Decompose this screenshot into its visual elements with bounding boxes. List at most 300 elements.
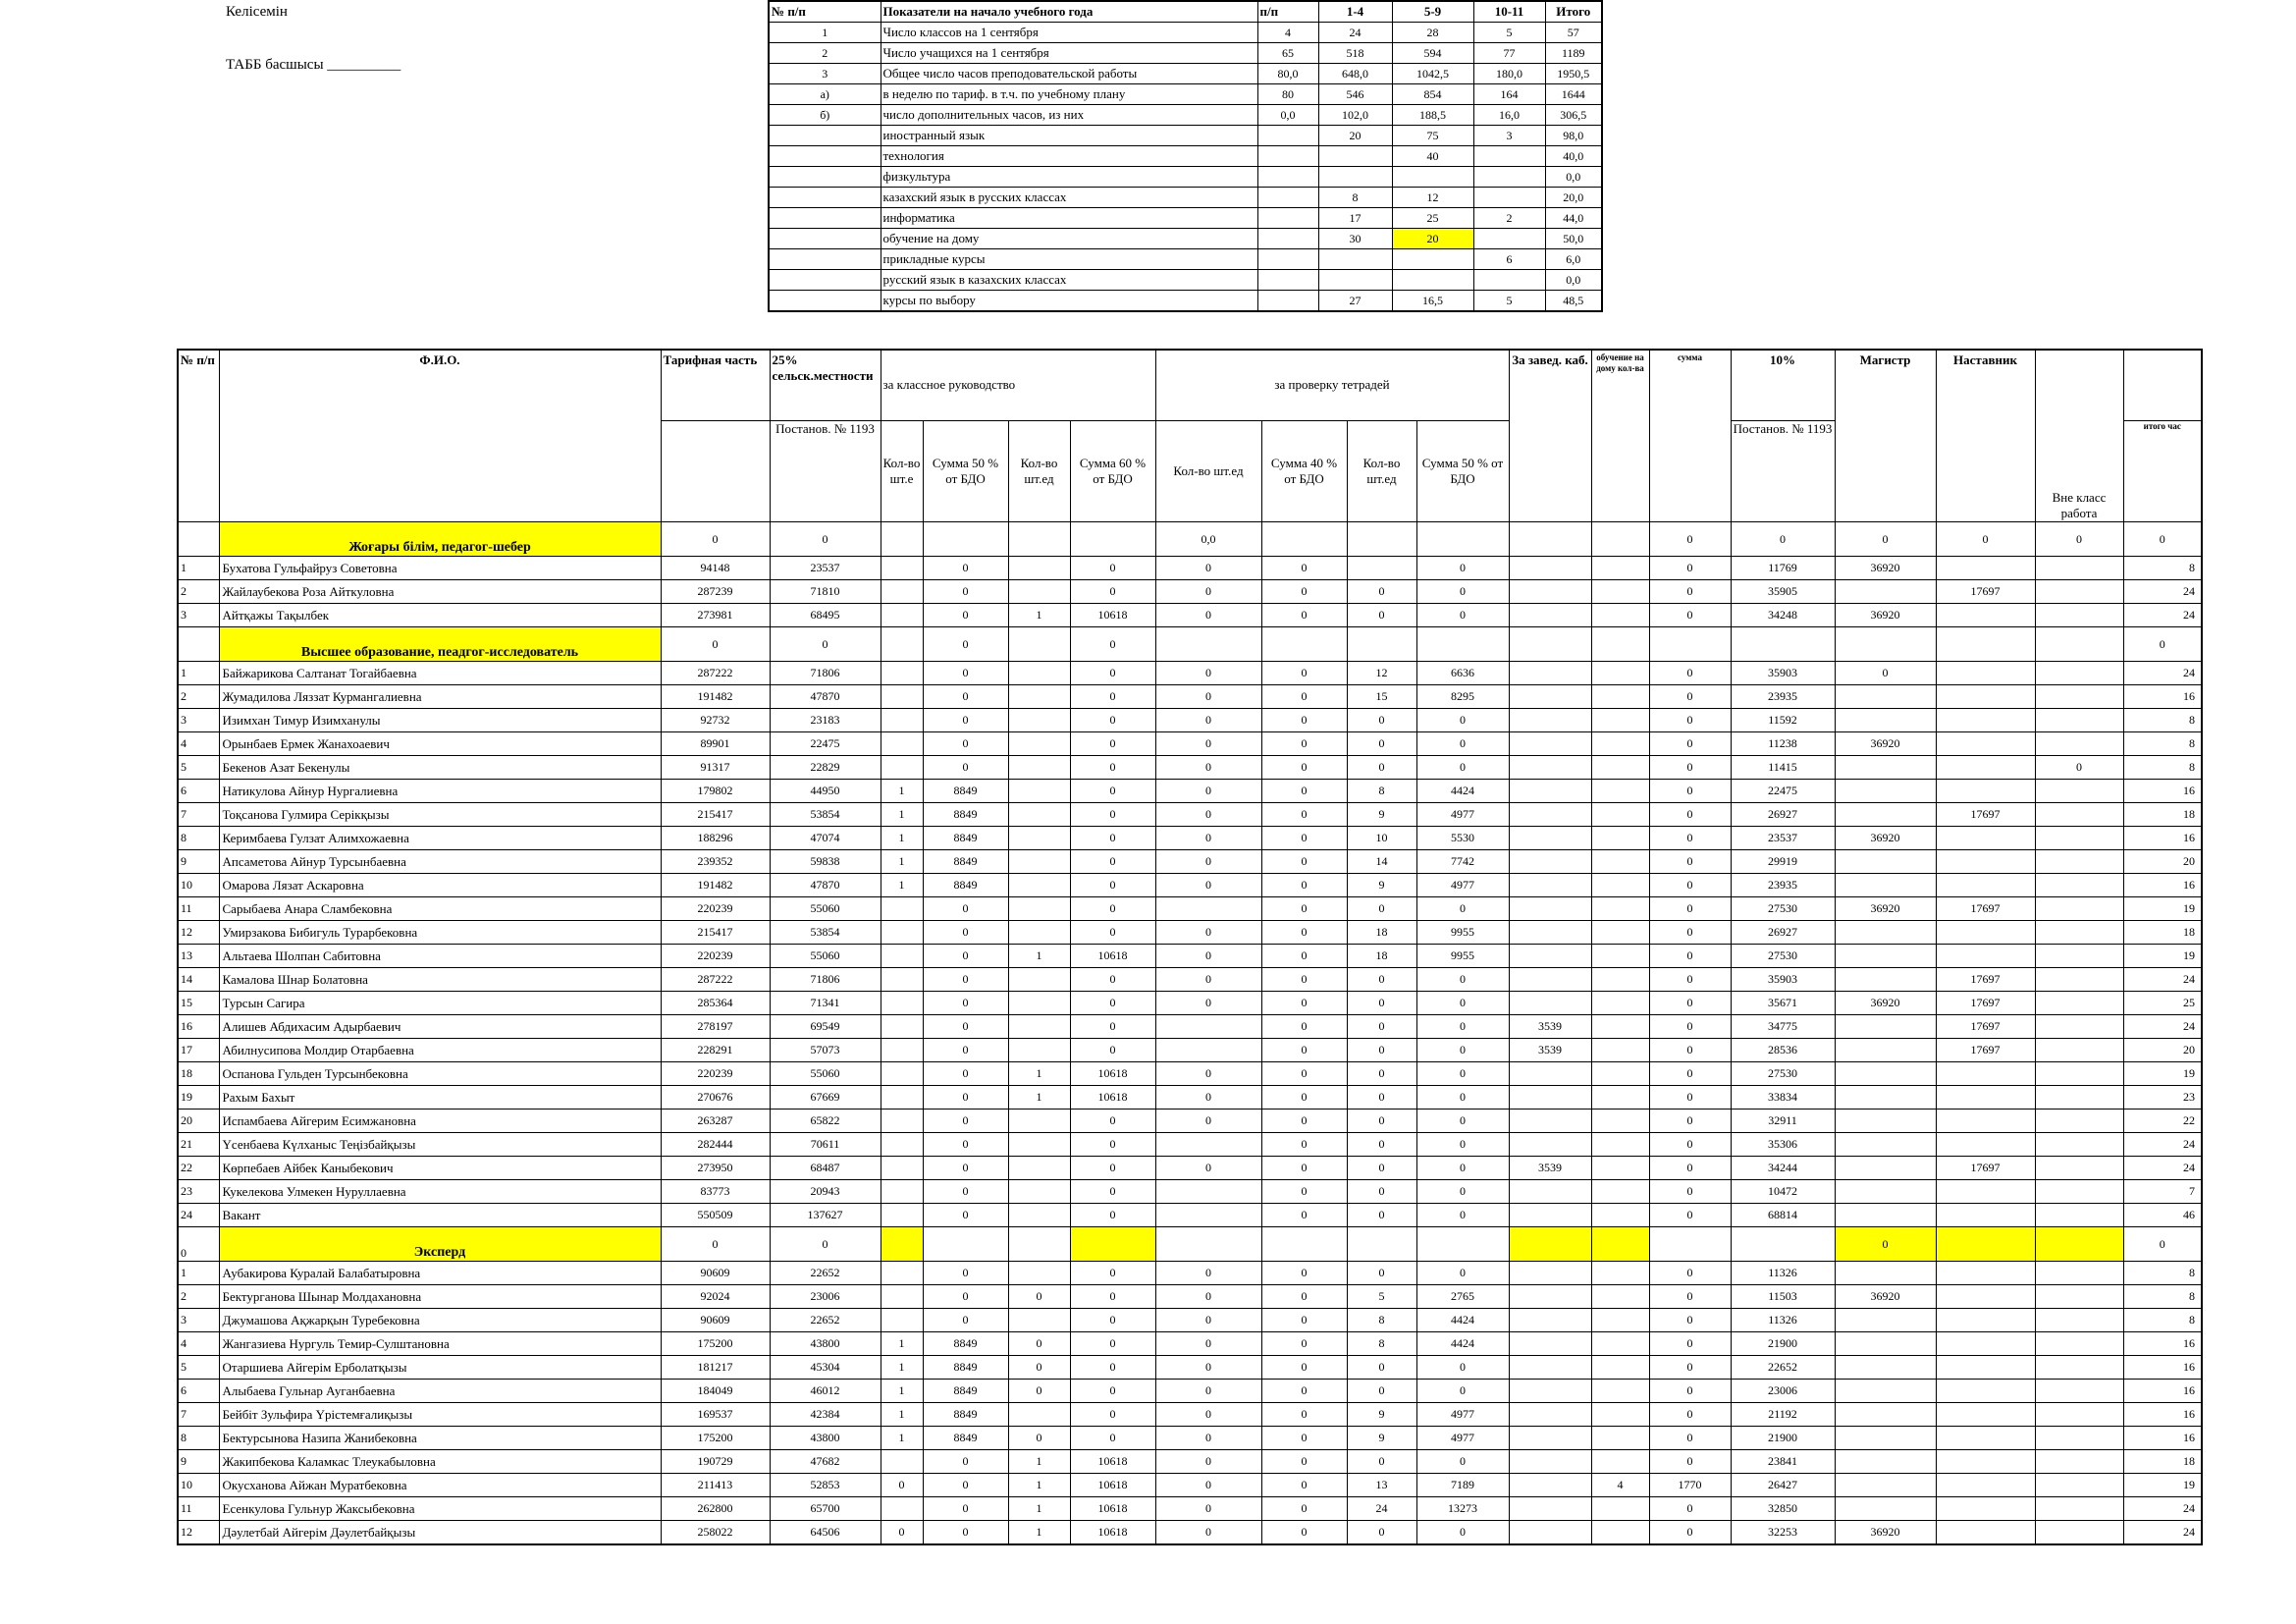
value-cell xyxy=(1008,1261,1070,1284)
value-cell: 9 xyxy=(1347,802,1416,826)
value-cell: 10618 xyxy=(1070,1085,1155,1109)
value-cell: 24 xyxy=(2123,579,2202,603)
value-cell: 273950 xyxy=(661,1156,770,1179)
value-cell xyxy=(1591,755,1649,779)
value-cell: 0 xyxy=(923,603,1008,626)
employee-name: Жумадилова Ляззат Курмангалиевна xyxy=(219,684,661,708)
value-cell: 7189 xyxy=(1416,1473,1509,1496)
section-summary-cell xyxy=(1591,1226,1649,1261)
row-number: 11 xyxy=(178,1496,219,1520)
value-cell: 137627 xyxy=(770,1203,881,1226)
value-cell: 26927 xyxy=(1731,802,1835,826)
section-summary-cell xyxy=(1155,626,1261,661)
value-cell: 4977 xyxy=(1416,802,1509,826)
value-cell xyxy=(1509,826,1591,849)
value-cell xyxy=(2035,1156,2123,1179)
section-summary-cell xyxy=(1008,1226,1070,1261)
value-cell: 0 xyxy=(1155,1109,1261,1132)
value-cell: 0 xyxy=(1416,1038,1509,1061)
staff-row xyxy=(178,896,2202,920)
value-cell: 0 xyxy=(1155,967,1261,991)
value-cell: 18 xyxy=(1347,920,1416,944)
staff-row xyxy=(178,1132,2202,1156)
value-cell xyxy=(1591,684,1649,708)
value-cell: 0 xyxy=(1649,661,1731,684)
summary-h-1-4: 1-4 xyxy=(1318,1,1392,23)
value-cell: 8 xyxy=(2123,1308,2202,1331)
section-summary-cell xyxy=(1347,1226,1416,1261)
summary-value-cell xyxy=(769,291,881,312)
value-cell xyxy=(1509,944,1591,967)
value-cell: 26427 xyxy=(1731,1473,1835,1496)
section-summary-cell xyxy=(1591,521,1649,556)
value-cell xyxy=(1509,556,1591,579)
value-cell: 0 xyxy=(1008,1331,1070,1355)
value-cell: 0 xyxy=(923,1014,1008,1038)
value-cell: 0 xyxy=(1261,1284,1347,1308)
summary-indicator-cell: информатика xyxy=(881,208,1257,229)
value-cell: 22652 xyxy=(1731,1355,1835,1379)
summary-value-cell: 188,5 xyxy=(1392,105,1473,126)
value-cell xyxy=(1835,1132,1936,1156)
section-summary-cell xyxy=(1936,1226,2035,1261)
value-cell xyxy=(1509,1261,1591,1284)
summary-value-cell xyxy=(1473,229,1545,249)
employee-name: Сарыбаева Анара Сламбековна xyxy=(219,896,661,920)
value-cell: 0 xyxy=(1070,1284,1155,1308)
row-number: 3 xyxy=(178,1308,219,1331)
summary-value-cell xyxy=(1318,146,1392,167)
value-cell xyxy=(1509,991,1591,1014)
value-cell: 0 xyxy=(1155,873,1261,896)
value-cell xyxy=(1591,1085,1649,1109)
value-cell: 220239 xyxy=(661,1061,770,1085)
value-cell: 0 xyxy=(1155,1261,1261,1284)
staff-h-notebooks: за проверку тетрадей xyxy=(1155,350,1509,420)
value-cell: 278197 xyxy=(661,1014,770,1038)
value-cell xyxy=(1509,849,1591,873)
summary-value-cell: 20,0 xyxy=(1545,188,1602,208)
section-summary-cell xyxy=(1416,1226,1509,1261)
summary-indicator-cell: технология xyxy=(881,146,1257,167)
value-cell: 22829 xyxy=(770,755,881,779)
value-cell xyxy=(1591,1038,1649,1061)
value-cell: 20 xyxy=(2123,849,2202,873)
value-cell xyxy=(1591,1261,1649,1284)
section-summary-cell xyxy=(1509,521,1591,556)
value-cell: 36920 xyxy=(1835,826,1936,849)
value-cell: 5 xyxy=(1347,1284,1416,1308)
value-cell: 69549 xyxy=(770,1014,881,1038)
section-summary-cell xyxy=(1591,626,1649,661)
value-cell xyxy=(1591,708,1649,731)
row-number: 7 xyxy=(178,802,219,826)
value-cell: 23006 xyxy=(1731,1379,1835,1402)
value-cell: 0 xyxy=(1347,896,1416,920)
value-cell xyxy=(881,1156,923,1179)
value-cell xyxy=(1591,579,1649,603)
section-title: Высшее образование, пеадгог-исследователь xyxy=(219,626,661,661)
value-cell: 1 xyxy=(1008,1520,1070,1544)
summary-value-cell xyxy=(1473,167,1545,188)
section-summary-cell xyxy=(1731,1226,1835,1261)
value-cell: 0 xyxy=(1649,1331,1731,1355)
employee-name: Бекенов Азат Бекенулы xyxy=(219,755,661,779)
value-cell xyxy=(2035,849,2123,873)
value-cell: 68495 xyxy=(770,603,881,626)
section-summary-cell xyxy=(1261,1226,1347,1261)
value-cell: 188296 xyxy=(661,826,770,849)
value-cell xyxy=(1936,944,2035,967)
value-cell: 0 xyxy=(1649,579,1731,603)
section-summary-cell xyxy=(1649,1226,1731,1261)
section-summary-cell: 0 xyxy=(661,521,770,556)
value-cell xyxy=(1008,1203,1070,1226)
value-cell xyxy=(2035,556,2123,579)
value-cell: 0 xyxy=(1155,1308,1261,1331)
summary-value-cell xyxy=(769,126,881,146)
summary-row xyxy=(769,43,1602,64)
value-cell xyxy=(1008,1132,1070,1156)
summary-value-cell: 65 xyxy=(1257,43,1318,64)
row-number: 3 xyxy=(178,603,219,626)
value-cell: 45304 xyxy=(770,1355,881,1379)
value-cell xyxy=(1008,1038,1070,1061)
value-cell: 64506 xyxy=(770,1520,881,1544)
value-cell: 10618 xyxy=(1070,944,1155,967)
summary-value-cell: а) xyxy=(769,84,881,105)
value-cell: 36920 xyxy=(1835,603,1936,626)
value-cell xyxy=(1509,684,1591,708)
value-cell: 5530 xyxy=(1416,826,1509,849)
value-cell: 0 xyxy=(1008,1284,1070,1308)
value-cell xyxy=(1509,1203,1591,1226)
summary-value-cell: 594 xyxy=(1392,43,1473,64)
row-number: 1 xyxy=(178,1261,219,1284)
value-cell xyxy=(2035,1284,2123,1308)
value-cell xyxy=(1008,920,1070,944)
summary-value-cell xyxy=(769,167,881,188)
value-cell: 17697 xyxy=(1936,1014,2035,1038)
value-cell: 220239 xyxy=(661,896,770,920)
value-cell xyxy=(1936,1109,2035,1132)
value-cell: 10472 xyxy=(1731,1179,1835,1203)
value-cell xyxy=(1835,1426,1936,1449)
value-cell: 9955 xyxy=(1416,944,1509,967)
value-cell xyxy=(881,1449,923,1473)
employee-name: Жангазиева Нургуль Темир-Сулштановна xyxy=(219,1331,661,1355)
summary-value-cell: 8 xyxy=(1318,188,1392,208)
summary-row xyxy=(769,270,1602,291)
value-cell: 15 xyxy=(1347,684,1416,708)
section-summary-cell xyxy=(1509,626,1591,661)
value-cell: 24 xyxy=(2123,1496,2202,1520)
summary-value-cell xyxy=(1257,270,1318,291)
staff-body xyxy=(178,521,2202,1544)
value-cell: 0 xyxy=(1261,684,1347,708)
value-cell: 18 xyxy=(2123,1449,2202,1473)
value-cell xyxy=(1509,1449,1591,1473)
value-cell: 0 xyxy=(1416,1014,1509,1038)
value-cell: 20943 xyxy=(770,1179,881,1203)
value-cell: 55060 xyxy=(770,1061,881,1085)
value-cell xyxy=(881,1179,923,1203)
value-cell: 24 xyxy=(2123,1132,2202,1156)
summary-value-cell xyxy=(1392,167,1473,188)
value-cell xyxy=(1936,1520,2035,1544)
value-cell: 270676 xyxy=(661,1085,770,1109)
summary-value-cell xyxy=(1257,291,1318,312)
staff-row xyxy=(178,1085,2202,1109)
value-cell xyxy=(2035,1109,2123,1132)
value-cell xyxy=(1936,920,2035,944)
value-cell: 65822 xyxy=(770,1109,881,1132)
summary-indicator-cell: физкультура xyxy=(881,167,1257,188)
value-cell xyxy=(2035,991,2123,1014)
summary-value-cell: 75 xyxy=(1392,126,1473,146)
value-cell: 4977 xyxy=(1416,1402,1509,1426)
value-cell: 0 xyxy=(1155,991,1261,1014)
value-cell xyxy=(1008,896,1070,920)
section-summary-cell xyxy=(2035,626,2123,661)
value-cell xyxy=(1591,1355,1649,1379)
section-summary-cell: 0 xyxy=(2123,626,2202,661)
value-cell: 0 xyxy=(1261,1520,1347,1544)
value-cell xyxy=(1835,1473,1936,1496)
section-title: Жоғары білім, педагог-шебер xyxy=(219,521,661,556)
summary-value-cell: 40,0 xyxy=(1545,146,1602,167)
value-cell: 1 xyxy=(881,1355,923,1379)
value-cell xyxy=(1936,1308,2035,1331)
value-cell: 0 xyxy=(1649,1520,1731,1544)
value-cell xyxy=(1936,1132,2035,1156)
value-cell: 8849 xyxy=(923,1379,1008,1402)
value-cell: 262800 xyxy=(661,1496,770,1520)
value-cell: 0 xyxy=(1261,1132,1347,1156)
value-cell: 0 xyxy=(923,1496,1008,1520)
summary-value-cell: 5 xyxy=(1473,291,1545,312)
staff-row xyxy=(178,661,2202,684)
value-cell xyxy=(1155,1038,1261,1061)
value-cell xyxy=(2035,1379,2123,1402)
value-cell xyxy=(1835,1355,1936,1379)
value-cell: 0 xyxy=(1347,1449,1416,1473)
value-cell: 0 xyxy=(1070,731,1155,755)
value-cell: 0 xyxy=(1155,802,1261,826)
value-cell: 36920 xyxy=(1835,556,1936,579)
value-cell xyxy=(1008,873,1070,896)
value-cell xyxy=(2035,708,2123,731)
section-summary-cell: 0 xyxy=(923,626,1008,661)
summary-value-cell: 48,5 xyxy=(1545,291,1602,312)
value-cell xyxy=(1835,579,1936,603)
value-cell: 0 xyxy=(1155,1449,1261,1473)
value-cell: 36920 xyxy=(1835,1520,1936,1544)
value-cell xyxy=(1835,920,1936,944)
section-summary-cell: 0 xyxy=(770,1226,881,1261)
staff-row xyxy=(178,944,2202,967)
value-cell: 34775 xyxy=(1731,1014,1835,1038)
value-cell xyxy=(1591,1061,1649,1085)
value-cell xyxy=(881,1132,923,1156)
value-cell: 0 xyxy=(1347,1038,1416,1061)
value-cell: 0 xyxy=(1261,1203,1347,1226)
value-cell: 23183 xyxy=(770,708,881,731)
value-cell: 0 xyxy=(1649,920,1731,944)
summary-value-cell xyxy=(769,249,881,270)
summary-value-cell: 2 xyxy=(1473,208,1545,229)
value-cell xyxy=(2035,779,2123,802)
value-cell: 9955 xyxy=(1416,920,1509,944)
value-cell: 13273 xyxy=(1416,1496,1509,1520)
value-cell: 8295 xyxy=(1416,684,1509,708)
value-cell: 0 xyxy=(1347,1061,1416,1085)
value-cell: 16 xyxy=(2123,1379,2202,1402)
summary-value-cell: 25 xyxy=(1392,208,1473,229)
value-cell xyxy=(1509,1132,1591,1156)
value-cell: 1 xyxy=(1008,1473,1070,1496)
value-cell: 0 xyxy=(1155,1331,1261,1355)
staff-h-sum40: Сумма 40 % от БДО xyxy=(1261,420,1347,521)
value-cell: 35671 xyxy=(1731,991,1835,1014)
employee-name: Бухатова Гульфайруз Советовна xyxy=(219,556,661,579)
value-cell xyxy=(1155,1203,1261,1226)
value-cell: 53854 xyxy=(770,920,881,944)
value-cell: 0 xyxy=(1155,731,1261,755)
summary-body xyxy=(769,23,1602,312)
value-cell: 0 xyxy=(1416,1085,1509,1109)
summary-value-cell: 2 xyxy=(769,43,881,64)
value-cell: 32850 xyxy=(1731,1496,1835,1520)
value-cell: 55060 xyxy=(770,896,881,920)
value-cell: 7 xyxy=(2123,1179,2202,1203)
value-cell xyxy=(1591,1426,1649,1449)
row-number: 20 xyxy=(178,1109,219,1132)
row-number: 6 xyxy=(178,1379,219,1402)
row-number: 12 xyxy=(178,920,219,944)
value-cell xyxy=(2035,731,2123,755)
summary-value-cell xyxy=(769,188,881,208)
value-cell: 0 xyxy=(1649,1109,1731,1132)
value-cell: 0 xyxy=(1416,731,1509,755)
value-cell: 0 xyxy=(1261,1473,1347,1496)
value-cell xyxy=(1591,1308,1649,1331)
value-cell: 8849 xyxy=(923,849,1008,873)
row-number: 3 xyxy=(178,708,219,731)
value-cell: 24 xyxy=(2123,967,2202,991)
value-cell: 21900 xyxy=(1731,1331,1835,1355)
summary-indicator-cell: Число учащихся на 1 сентября xyxy=(881,43,1257,64)
value-cell xyxy=(1591,1132,1649,1156)
value-cell: 0 xyxy=(1070,556,1155,579)
value-cell xyxy=(1591,603,1649,626)
employee-name: Отаршиева Айгерім Ерболатқызы xyxy=(219,1355,661,1379)
value-cell: 10618 xyxy=(1070,1061,1155,1085)
value-cell: 0 xyxy=(1261,944,1347,967)
summary-indicator-cell: в неделю по тариф. в т.ч. по учебному плану xyxy=(881,84,1257,105)
value-cell: 0 xyxy=(1649,802,1731,826)
value-cell: 0 xyxy=(1347,1109,1416,1132)
summary-value-cell: 0,0 xyxy=(1545,270,1602,291)
value-cell xyxy=(1835,1038,1936,1061)
value-cell xyxy=(1155,1179,1261,1203)
value-cell xyxy=(2035,826,2123,849)
value-cell: 0 xyxy=(1347,603,1416,626)
value-cell xyxy=(2035,1449,2123,1473)
staff-h-sum: сумма xyxy=(1649,350,1731,521)
value-cell xyxy=(1835,1109,1936,1132)
section-summary-cell xyxy=(1070,521,1155,556)
value-cell: 0 xyxy=(1155,1379,1261,1402)
summary-indicator-cell: иностранный язык xyxy=(881,126,1257,146)
value-cell xyxy=(881,603,923,626)
value-cell xyxy=(1835,1331,1936,1355)
summary-value-cell: 40 xyxy=(1392,146,1473,167)
value-cell xyxy=(1936,708,2035,731)
value-cell: 71810 xyxy=(770,579,881,603)
value-cell xyxy=(2035,1520,2123,1544)
value-cell: 36920 xyxy=(1835,1284,1936,1308)
section-summary-cell: 0 xyxy=(1731,521,1835,556)
summary-value-cell xyxy=(1257,167,1318,188)
summary-value-cell: 854 xyxy=(1392,84,1473,105)
value-cell: 0 xyxy=(1070,684,1155,708)
section-summary-cell xyxy=(1008,521,1070,556)
row-number: 5 xyxy=(178,1355,219,1379)
value-cell: 184049 xyxy=(661,1379,770,1402)
value-cell: 0 xyxy=(1070,873,1155,896)
value-cell: 17697 xyxy=(1936,896,2035,920)
value-cell: 1 xyxy=(881,849,923,873)
summary-row xyxy=(769,249,1602,270)
value-cell: 91317 xyxy=(661,755,770,779)
value-cell: 0 xyxy=(1347,1179,1416,1203)
staff-row xyxy=(178,1473,2202,1496)
value-cell xyxy=(881,1308,923,1331)
section-summary-cell xyxy=(1070,1226,1155,1261)
employee-name: Кукелекова Улмекен Нуруллаевна xyxy=(219,1179,661,1203)
value-cell xyxy=(1591,802,1649,826)
section-row xyxy=(178,1226,2202,1261)
value-cell xyxy=(1591,1156,1649,1179)
section-summary-cell xyxy=(1416,626,1509,661)
value-cell xyxy=(2035,1308,2123,1331)
staff-h-tariff: Тарифная часть xyxy=(661,350,770,420)
staff-row xyxy=(178,991,2202,1014)
value-cell: 46 xyxy=(2123,1203,2202,1226)
section-summary-cell: 0 xyxy=(661,626,770,661)
value-cell: 0 xyxy=(1416,896,1509,920)
value-cell: 0 xyxy=(881,1520,923,1544)
value-cell xyxy=(1509,661,1591,684)
staff-row xyxy=(178,1496,2202,1520)
staff-row xyxy=(178,802,2202,826)
value-cell xyxy=(881,991,923,1014)
value-cell xyxy=(1835,708,1936,731)
value-cell: 0 xyxy=(923,1284,1008,1308)
value-cell: 1 xyxy=(881,873,923,896)
value-cell xyxy=(1591,1496,1649,1520)
value-cell: 0 xyxy=(1416,1179,1509,1203)
employee-name: Жакипбекова Каламкас Тлеукабыловна xyxy=(219,1449,661,1473)
value-cell xyxy=(1008,1109,1070,1132)
section-summary-cell xyxy=(1347,626,1416,661)
employee-name: Байжарикова Салтанат Тогайбаевна xyxy=(219,661,661,684)
value-cell xyxy=(2035,1355,2123,1379)
value-cell: 33834 xyxy=(1731,1085,1835,1109)
value-cell: 0 xyxy=(1416,708,1509,731)
value-cell xyxy=(1509,896,1591,920)
